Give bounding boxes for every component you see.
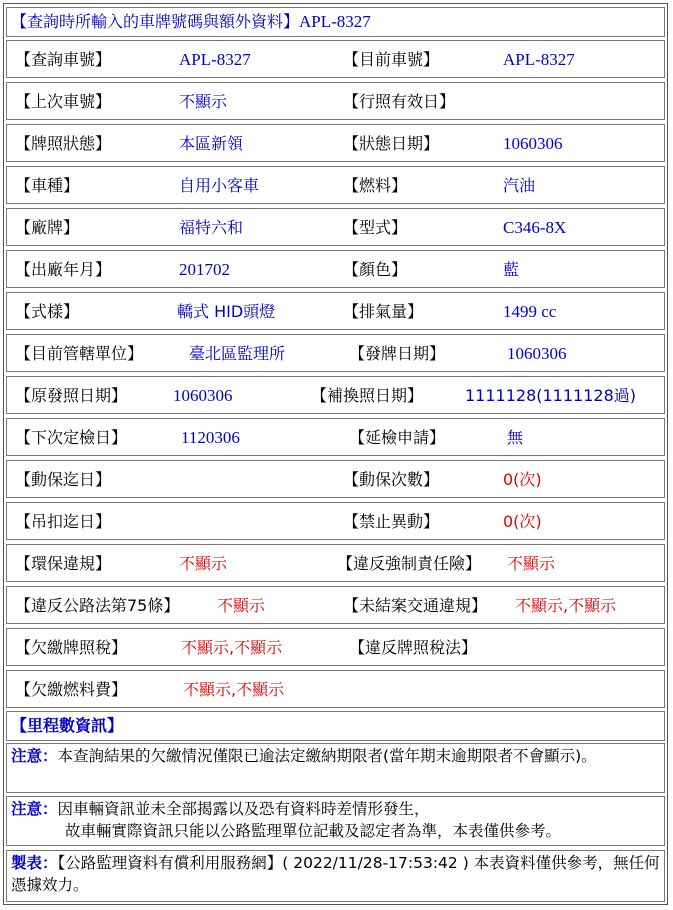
- note-1-label: 注意：: [11, 747, 58, 765]
- note-2: [6, 796, 665, 846]
- info-row: [6, 124, 665, 162]
- field-label: 【未結案交通違規】: [343, 596, 488, 615]
- field-value: 1060306: [173, 386, 233, 405]
- field-label: 【欠繳燃料費】: [15, 680, 128, 699]
- field-label: 【排氣量】: [343, 302, 424, 321]
- field-value: 1499 cc: [503, 302, 557, 321]
- field-value: 不顯示,不顯示: [181, 638, 283, 657]
- field-label: 【動保次數】: [343, 470, 440, 489]
- field-label: 【補換照日期】: [311, 386, 424, 405]
- field-value: 臺北區監理所: [189, 344, 286, 363]
- field-value: 自用小客車: [179, 176, 260, 195]
- note-1-text: 本查詢結果的欠繳情況僅限已逾法定繳納期限者(當年期末逾期限者不會顯示)。: [57, 747, 597, 765]
- field-value: 0(次): [503, 470, 542, 489]
- field-value: 不顯示: [507, 554, 556, 573]
- footer-label: 製表：: [11, 854, 58, 872]
- field-label: 【延檢申請】: [349, 428, 446, 447]
- mileage-label: 【里程數資訊】: [11, 716, 124, 735]
- field-label: 【狀態日期】: [343, 134, 440, 153]
- field-value: 1120306: [181, 428, 240, 447]
- field-value: 1111128(1111128過): [465, 386, 637, 405]
- header-title-label: 【查詢時所輸入的車牌號碼與額外資料】: [11, 12, 300, 31]
- info-row: [6, 586, 665, 624]
- field-label: 【違反公路法第75條】: [15, 596, 180, 615]
- field-label: 【發牌日期】: [349, 344, 446, 363]
- field-label: 【牌照狀態】: [15, 134, 112, 153]
- info-row: [6, 292, 665, 330]
- field-label: 【廠牌】: [15, 218, 80, 237]
- field-value: 1060306: [507, 344, 567, 363]
- field-value: 201702: [179, 260, 230, 279]
- field-value: 不顯示: [179, 92, 228, 111]
- field-value: 轎式 HID頭燈: [177, 302, 276, 321]
- field-label: 【違反強制責任險】: [337, 554, 482, 573]
- field-value: 0(次): [503, 512, 542, 531]
- field-label: 【目前車號】: [343, 50, 440, 69]
- info-row: [6, 628, 665, 666]
- field-value: 汽油: [503, 176, 536, 195]
- info-row: [6, 166, 665, 204]
- field-label: 【下次定檢日】: [15, 428, 128, 447]
- field-label: 【吊扣迄日】: [15, 512, 112, 531]
- field-value: 藍: [503, 260, 520, 279]
- field-label: 【目前管轄單位】: [15, 344, 144, 363]
- mileage-row: [6, 711, 665, 741]
- header-row: [6, 7, 665, 37]
- field-label: 【燃料】: [343, 176, 408, 195]
- info-row: [6, 544, 665, 582]
- field-label: 【動保迄日】: [15, 470, 112, 489]
- field-label: 【查詢車號】: [15, 50, 112, 69]
- field-label: 【上次車號】: [15, 92, 112, 111]
- info-row: [6, 40, 665, 78]
- field-value: 不顯示: [179, 554, 228, 573]
- field-label: 【禁止異動】: [343, 512, 440, 531]
- info-row: [6, 250, 665, 288]
- field-label: 【顏色】: [343, 260, 408, 279]
- field-label: 【原發照日期】: [15, 386, 128, 405]
- field-label: 【行照有效日】: [343, 92, 456, 111]
- info-row: [6, 334, 665, 372]
- note-2-label: 注意：: [11, 800, 58, 818]
- field-value: 不顯示,不顯示: [183, 680, 285, 699]
- field-value: 不顯示: [217, 596, 266, 615]
- info-row: [6, 208, 665, 246]
- footer-text: 【公路監理資料有償利用服務網】( 2022/11/28-17:53:42 ) 本表資料僅供參考，無任何憑據效力。: [11, 854, 660, 894]
- note-1: [6, 743, 665, 793]
- info-row: [6, 82, 665, 120]
- footer-note: [6, 850, 665, 902]
- info-row: [6, 502, 665, 540]
- field-value: 1060306: [503, 134, 563, 153]
- note-2-line1: 因車輛資訊並未全部揭露以及恐有資料時差情形發生，: [57, 800, 430, 818]
- field-value: 福特六和: [179, 218, 244, 237]
- field-label: 【環保違規】: [15, 554, 112, 573]
- note-2-line2: 故車輛實際資訊只能以公路監理單位記載及認定者為準，本表僅供參考。: [65, 822, 562, 840]
- field-label: 【出廠年月】: [15, 260, 112, 279]
- field-value: APL-8327: [503, 50, 575, 69]
- info-row: [6, 376, 665, 414]
- info-row: [6, 418, 665, 456]
- field-label: 【車種】: [15, 176, 80, 195]
- field-value: APL-8327: [179, 50, 251, 69]
- field-value: 無: [507, 428, 524, 447]
- field-label: 【式樣】: [15, 302, 80, 321]
- field-value: 不顯示,不顯示: [515, 596, 617, 615]
- field-label: 【違反牌照稅法】: [349, 638, 478, 657]
- field-label: 【欠繳牌照稅】: [15, 638, 128, 657]
- field-label: 【型式】: [343, 218, 408, 237]
- info-row: [6, 460, 665, 498]
- header-title: [11, 12, 371, 32]
- field-value: C346-8X: [503, 218, 567, 237]
- field-value: 本區新領: [179, 134, 244, 153]
- header-title-plate: APL-8327: [299, 12, 371, 31]
- info-row: [6, 670, 665, 708]
